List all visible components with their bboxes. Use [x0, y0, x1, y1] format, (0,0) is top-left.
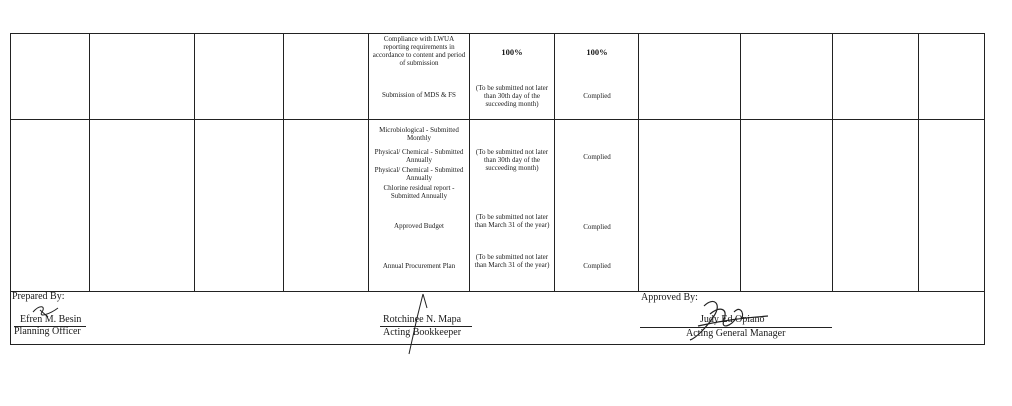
column-divider	[638, 33, 639, 291]
row-divider	[10, 119, 985, 120]
status-complied: Complied	[583, 92, 611, 100]
approved-by-title: Acting General Manager	[686, 328, 786, 339]
target-note: (To be submitted not later than 30th day of the succeeding month)	[475, 84, 549, 108]
target-note: (To be submitted not later than March 31 of the year)	[474, 213, 550, 229]
approved-by-label: Approved By:	[641, 292, 698, 303]
criteria-text: Compliance with LWUA reporting requirements in accordance to content and period of submission	[372, 35, 466, 67]
column-divider	[194, 33, 195, 291]
criteria-text: Annual Procurement Plan	[382, 262, 456, 270]
bookkeeper-name: Rotchinee N. Mapa	[383, 314, 462, 325]
column-divider	[89, 33, 90, 291]
column-divider	[918, 33, 919, 291]
target-note: (To be submitted not later than March 31 of the year)	[474, 253, 550, 269]
criteria-text: Approved Budget	[394, 222, 444, 230]
approved-by-name: Judy Ed Opiano	[700, 314, 765, 325]
prepared-by-label: Prepared By:	[12, 291, 65, 302]
bookkeeper-title: Acting Bookkeeper	[383, 327, 462, 338]
signature-section-divider	[10, 291, 985, 292]
status-complied: Complied	[583, 153, 611, 161]
column-divider	[283, 33, 284, 291]
prepared-by-title: Planning Officer	[14, 326, 81, 337]
criteria-text: Microbiological - Submitted Monthly	[379, 126, 459, 142]
prepared-by-name: Efren M. Besin	[20, 314, 82, 325]
status-complied: Complied	[583, 262, 611, 270]
criteria-text: Physical/ Chemical - Submitted Annually	[374, 166, 464, 182]
document-table-frame	[10, 33, 985, 345]
column-divider	[368, 33, 369, 291]
criteria-text: Physical/ Chemical - Submitted Annually	[374, 148, 464, 164]
column-divider	[740, 33, 741, 291]
target-note: (To be submitted not later than 30th day of the succeeding month)	[475, 148, 549, 172]
column-divider	[469, 33, 470, 291]
criteria-text: Chlorine residual report - Submitted Annually	[383, 184, 455, 200]
criteria-text: Submission of MDS & FS	[382, 91, 456, 99]
column-divider	[554, 33, 555, 291]
status-complied: Complied	[583, 223, 611, 231]
target-percent: 100%	[501, 47, 523, 57]
column-divider	[832, 33, 833, 291]
actual-percent: 100%	[586, 47, 608, 57]
